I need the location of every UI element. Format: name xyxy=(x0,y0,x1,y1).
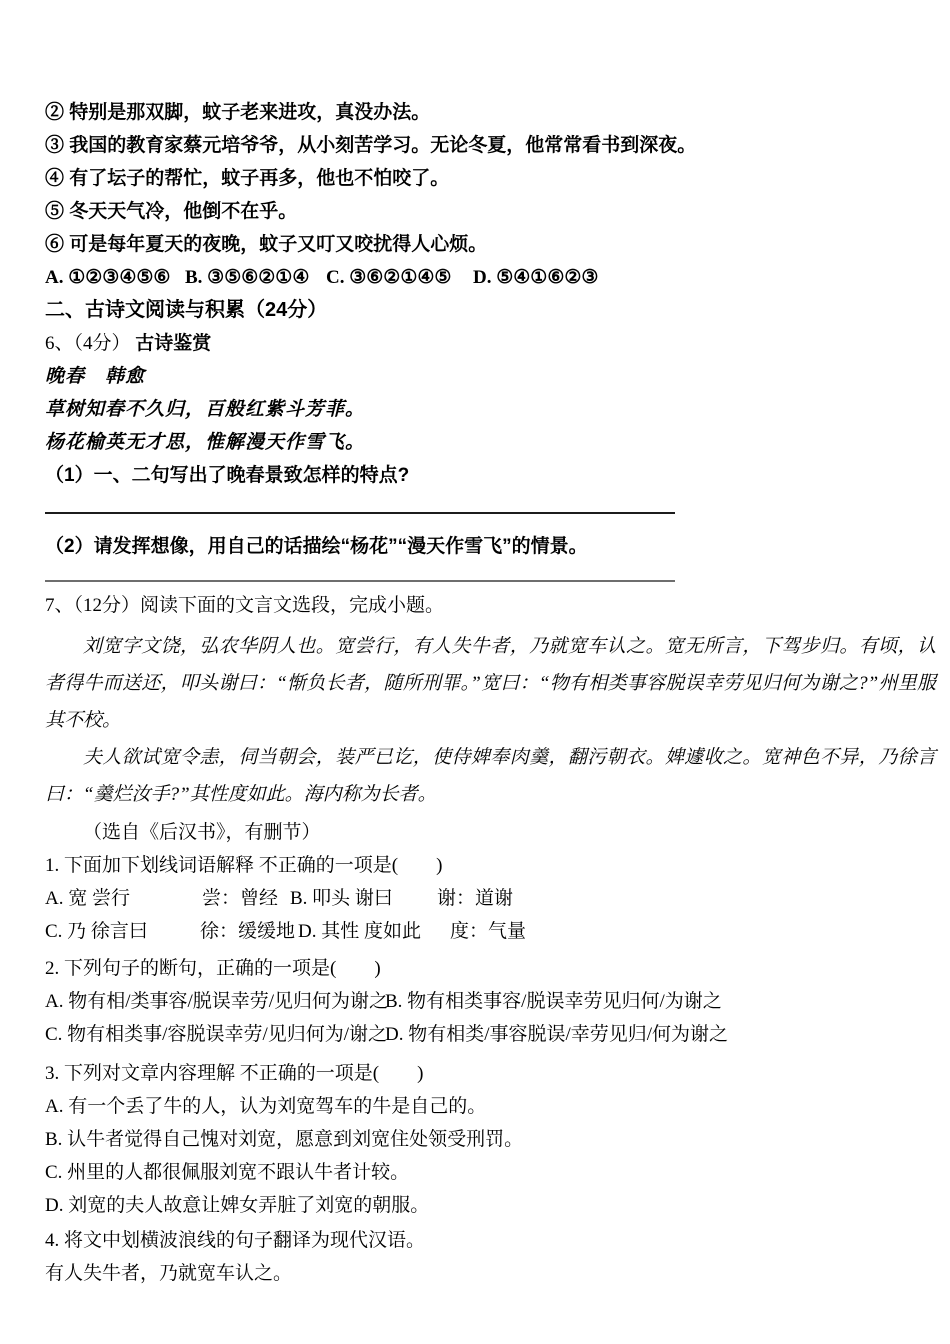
question-7-3-option-d: D. 刘宽的夫人故意让婢女弄脏了刘宽的朝服。 xyxy=(45,1195,430,1216)
option-b-gloss: 谢：道谢 xyxy=(437,888,514,909)
sentence-order-choices xyxy=(45,261,936,294)
option-b: B. 物有相类事容/脱误幸劳见归何/为谢之 xyxy=(385,991,722,1012)
option-a-gloss: 尝：曾经 xyxy=(202,888,279,909)
option-a: A. 物有相/类事容/脱误幸劳/见归何为谢之 xyxy=(45,991,389,1012)
question-7-1-options-row-1 xyxy=(45,882,936,915)
poem-line-1: 草树知春不久归，百般红紫斗芳菲。 xyxy=(45,399,366,420)
question-7-4-stem: 4. 将文中划横波浪线的句子翻译为现代汉语。 xyxy=(45,1230,426,1251)
question-7-2-options-row-1 xyxy=(45,985,936,1018)
option-d: D. 物有相类/事容脱误/幸劳见归/何为谢之 xyxy=(385,1024,729,1045)
sentence-item-6: ⑥ 可是每年夏天的夜晚，蚊子又叮又咬扰得人心烦。 xyxy=(45,234,488,255)
sentence-item-3: ③ 我国的教育家蔡元培爷爷，从小刻苦学习。无论冬夏，他常常看书到深夜。 xyxy=(45,135,697,156)
choice-d: D. ⑤④①⑥②③ xyxy=(473,267,599,288)
question-7-4-sentence: 有人失牛者，乃就宽车认之。 xyxy=(45,1263,293,1284)
question-6-sub1: （1）一、二句写出了晚春景致怎样的特点? xyxy=(45,465,410,486)
question-7-3-option-b: B. 认牛者觉得自己愧对刘宽，愿意到刘宽住处领受刑罚。 xyxy=(45,1129,524,1150)
option-a: A. 宽 尝行 xyxy=(45,888,130,909)
question-6-intro xyxy=(45,327,936,360)
passage-paragraph-1: 刘宽字文饶，弘农华阴人也。宽尝行，有人失牛者，乃就宽车认之。宽无所言，下驾步归。有顷，认者得牛而送还，叩头谢曰：“惭负长者，随所刑罪。”宽曰：“物有相类事容脱误幸劳见归何为谢之?”州里服其不校。 xyxy=(45,636,936,731)
question-7-1-options-row-2 xyxy=(45,915,936,948)
option-c-gloss: 徐：缓缓地 xyxy=(200,921,296,942)
choice-b: B. ③⑤⑥②①④ xyxy=(185,267,310,288)
choice-c: C. ③⑥②①④⑤ xyxy=(326,267,452,288)
question-7-intro: 7、（12分）阅读下面的文言文选段，完成小题。 xyxy=(45,595,445,616)
option-c: C. 物有相类事/容脱误幸劳/见归何为/谢之 xyxy=(45,1024,388,1045)
question-6-sub2: （2）请发挥想像，用自己的话描绘“杨花”“漫天作雪飞”的情景。 xyxy=(45,536,588,557)
question-7-3-stem: 3. 下列对文章内容理解 不正确的一项是( ) xyxy=(45,1063,424,1084)
question-6-title: 古诗鉴赏 xyxy=(135,333,212,354)
question-7-3-option-a: A. 有一个丢了牛的人，认为刘宽驾车的牛是自己的。 xyxy=(45,1096,487,1117)
answer-blank-1 xyxy=(45,492,675,514)
passage-paragraph-2: 夫人欲试宽令恚，伺当朝会，装严已讫，使侍婢奉肉羹，翻污朝衣。婢遽收之。宽神色不异，乃徐言曰：“羹烂汝手?”其性度如此。海内称为长者。 xyxy=(45,747,936,805)
choice-a: A. ①②③④⑤⑥ xyxy=(45,267,171,288)
question-7-2-options-row-2 xyxy=(45,1018,936,1051)
question-7-1-stem: 1. 下面加下划线词语解释 不正确的一项是( ) xyxy=(45,855,443,876)
sentence-item-4: ④ 有了坛子的帮忙，蚊子再多，他也不怕咬了。 xyxy=(45,168,450,189)
sentence-item-5: ⑤ 冬天天气冷，他倒不在乎。 xyxy=(45,201,298,222)
option-c: C. 乃 徐言曰 xyxy=(45,921,148,942)
option-d: D. 其性 度如此 xyxy=(298,921,421,942)
question-7-2-stem: 2. 下列句子的断句，正确的一项是( ) xyxy=(45,958,381,979)
poem-line-2: 杨花榆英无才思，惟解漫天作雪飞。 xyxy=(45,432,366,453)
question-7-3-option-c: C. 州里的人都很佩服刘宽不跟认牛者计较。 xyxy=(45,1162,410,1183)
question-6-number: 6、（4分） xyxy=(45,333,131,354)
answer-blank-2 xyxy=(45,563,675,582)
poem-title: 晚春 韩愈 xyxy=(45,366,146,387)
option-b: B. 叩头 谢曰 xyxy=(290,888,393,909)
option-d-gloss: 度：气量 xyxy=(450,921,527,942)
sentence-item-2: ② 特别是那双脚，蚊子老来进攻，真没办法。 xyxy=(45,102,431,123)
section-heading: 二、古诗文阅读与积累（24分） xyxy=(45,299,328,321)
passage-source: （选自《后汉书》，有删节） xyxy=(83,822,321,843)
